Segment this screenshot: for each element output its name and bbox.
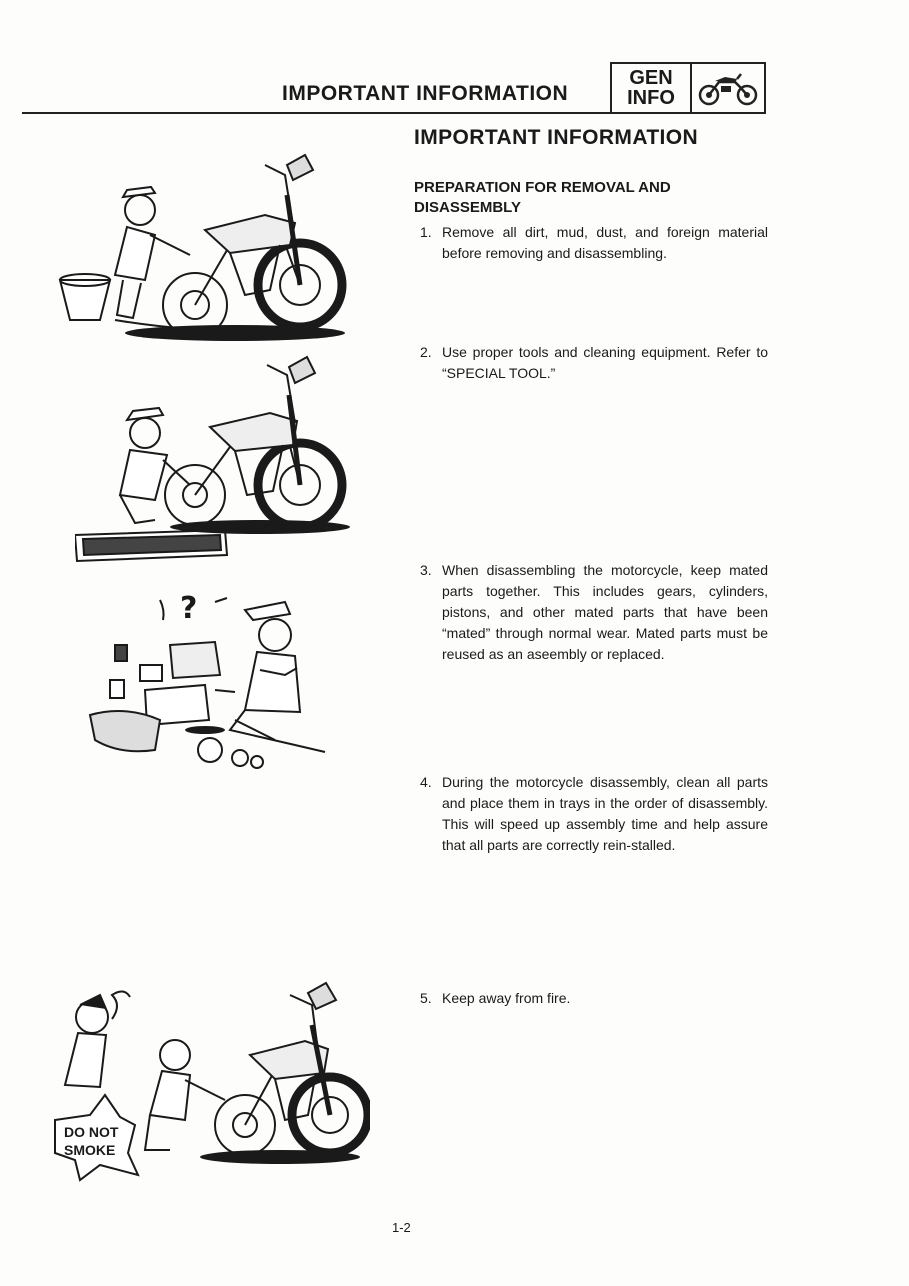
badge-line-info: INFO xyxy=(627,87,675,109)
item-number: 4. xyxy=(420,774,432,790)
question-mark: ? xyxy=(180,591,198,626)
list-item-1 xyxy=(420,222,768,264)
tools-motorcycle-illustration xyxy=(75,355,355,575)
do-not-smoke-sign xyxy=(55,1095,138,1180)
no-smoking-illustration xyxy=(50,975,370,1195)
item-text: Remove all dirt, mud, dust, and foreign material before removing and disassembling. xyxy=(442,224,768,261)
section-title: IMPORTANT INFORMATION xyxy=(414,126,699,149)
list-item-3 xyxy=(420,560,768,665)
list-item-5 xyxy=(420,988,768,1009)
item-number: 5. xyxy=(420,990,432,1006)
sign-line-1: DO NOT xyxy=(64,1124,119,1140)
item-number: 3. xyxy=(420,562,432,578)
page-number: 1-2 xyxy=(392,1220,411,1235)
running-header-title: IMPORTANT INFORMATION xyxy=(282,82,569,105)
item-number: 2. xyxy=(420,344,432,360)
badge-line-gen: GEN xyxy=(629,67,673,89)
sign-line-2: SMOKE xyxy=(64,1142,116,1158)
list-item-2 xyxy=(420,342,768,384)
washing-motorcycle-illustration xyxy=(55,135,355,355)
motorcycle-icon xyxy=(692,64,764,112)
item-number: 1. xyxy=(420,224,432,240)
gen-info-badge xyxy=(610,62,766,114)
item-text: When disassembling the motorcycle, keep mated parts together. This includes gears, cylinders, pistons, and other mated parts that have been “mated” through normal wear. Mated parts must be reused as an aseembly or replaced. xyxy=(442,562,768,662)
badge-text xyxy=(612,64,692,112)
mated-parts-illustration xyxy=(85,580,335,780)
list-item-4 xyxy=(420,772,768,856)
subsection-title: PREPARATION FOR REMOVAL AND DISASSEMBLY xyxy=(414,179,671,216)
item-text: Keep away from fire. xyxy=(442,990,571,1006)
item-text: During the motorcycle disassembly, clean all parts and place them in trays in the order of disassembly. This will speed up assembly time and help assure that all parts are correctly rein-stalled. xyxy=(442,774,768,853)
item-text: Use proper tools and cleaning equipment. Refer to “SPECIAL TOOL.” xyxy=(442,344,768,381)
header-rule xyxy=(22,112,610,114)
